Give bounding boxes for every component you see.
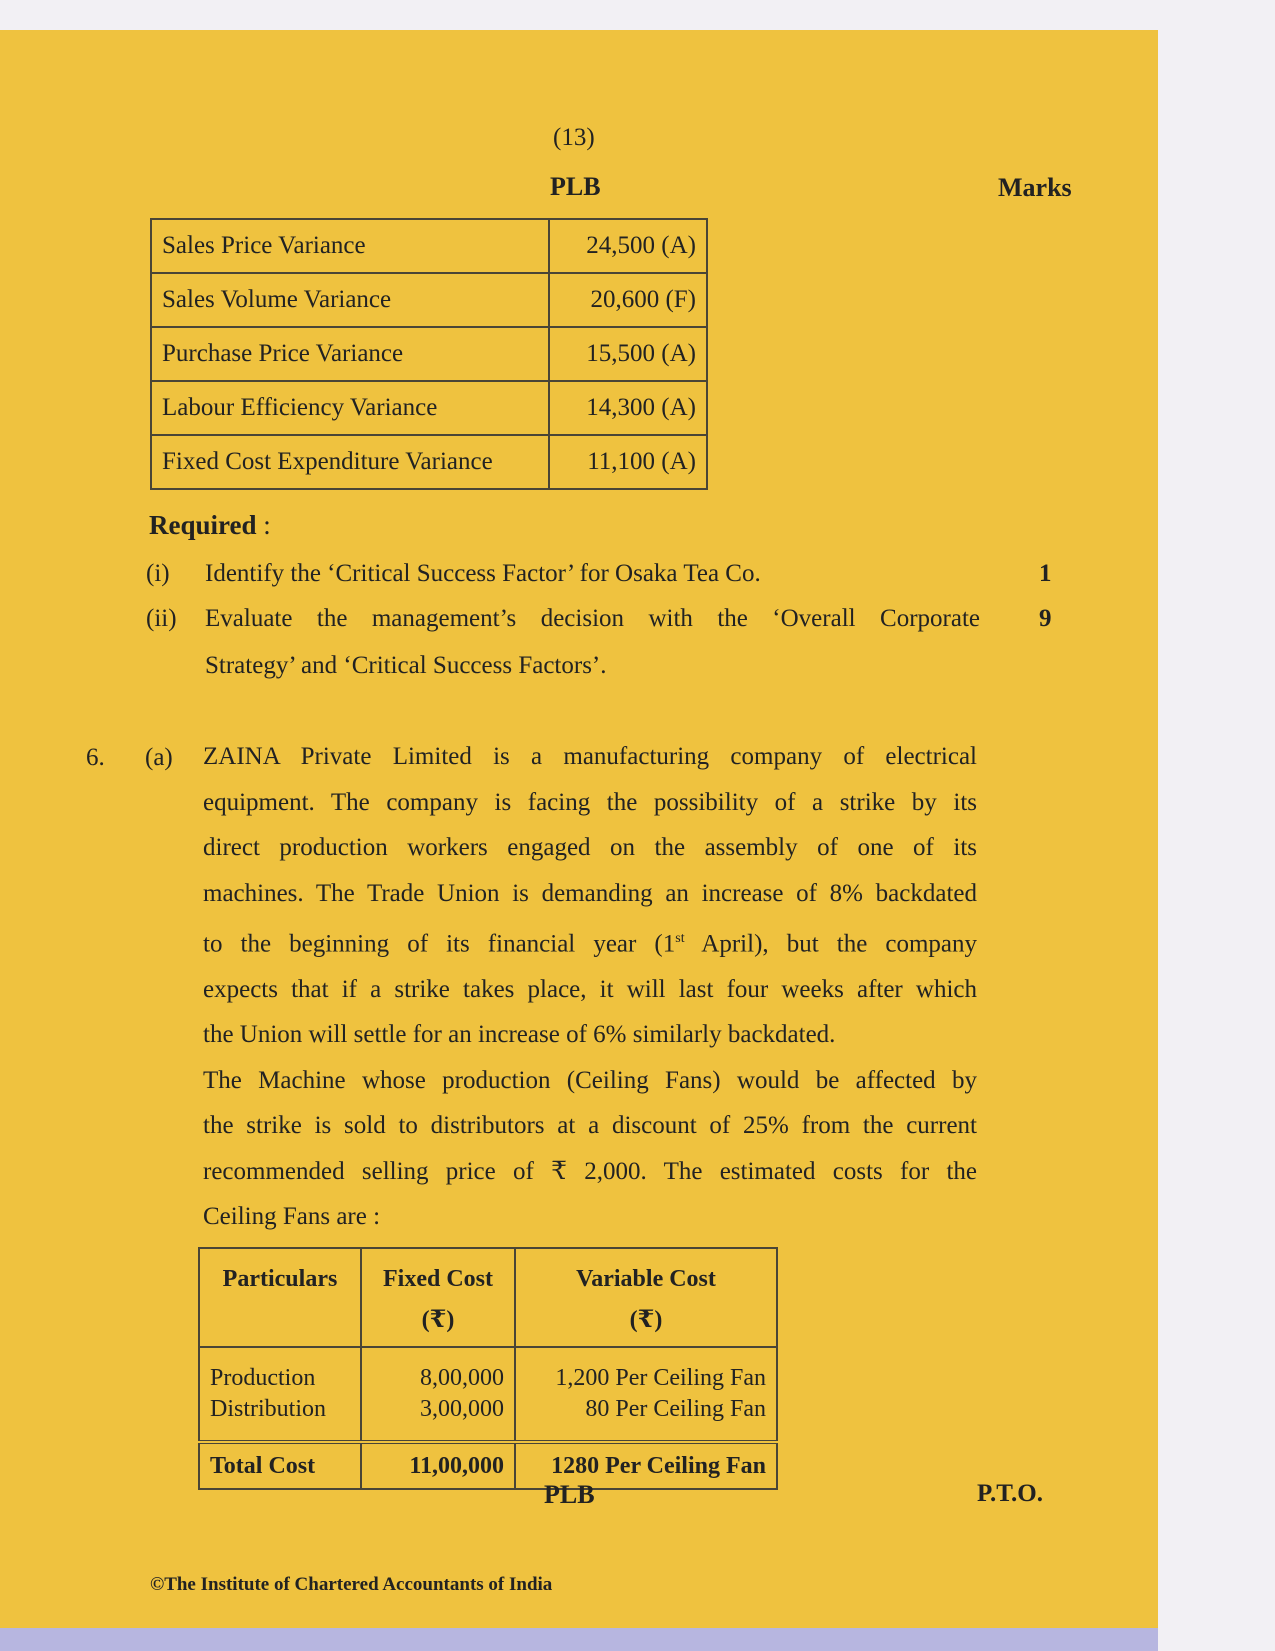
variance-value: 20,600 (F) bbox=[549, 273, 707, 327]
item-number: (ii) bbox=[146, 605, 177, 632]
variance-name: Sales Volume Variance bbox=[151, 273, 549, 327]
variance-name: Labour Efficiency Variance bbox=[151, 381, 549, 435]
cell-fixed: 8,00,000 bbox=[361, 1347, 515, 1392]
cell-variable: 1280 Per Ceiling Fan bbox=[515, 1442, 777, 1489]
paragraph-line: direct production workers engaged on the assembly of one of its bbox=[203, 834, 977, 861]
paragraph-line: machines. The Trade Union is demanding an increase of 8% backdated bbox=[203, 879, 977, 907]
item-text-continued: Strategy’ and ‘Critical Success Factors’. bbox=[205, 652, 607, 679]
cell-particular: Total Cost bbox=[199, 1442, 361, 1489]
question-paragraph bbox=[203, 734, 977, 1240]
cell-particular: Distribution bbox=[199, 1392, 361, 1442]
cell-fixed: 11,00,000 bbox=[361, 1442, 515, 1489]
header-label: Particulars bbox=[222, 1266, 338, 1292]
variance-value: 15,500 (A) bbox=[549, 327, 707, 381]
table-row bbox=[199, 1347, 777, 1392]
paragraph-line: The Machine whose production (Ceiling Fans) would be affected by bbox=[203, 1066, 977, 1094]
line-text: April), but the company bbox=[684, 930, 978, 958]
pto-label: P.T.O. bbox=[977, 1480, 1043, 1507]
column-header-variable-cost bbox=[515, 1248, 777, 1347]
table-row bbox=[151, 219, 707, 273]
item-text: Identify the ‘Critical Success Factor’ for Osaka Tea Co. bbox=[205, 560, 761, 587]
variance-name: Fixed Cost Expenditure Variance bbox=[151, 435, 549, 489]
table-total-row bbox=[199, 1442, 777, 1489]
table-row bbox=[151, 327, 707, 381]
item-number: (i) bbox=[146, 560, 170, 587]
header-label: Variable Cost bbox=[576, 1266, 716, 1292]
question-part: (a) bbox=[145, 744, 173, 771]
table-row bbox=[151, 273, 707, 327]
page-number: (13) bbox=[553, 124, 595, 151]
paragraph-line: Ceiling Fans are : bbox=[203, 1203, 381, 1231]
item-text: Evaluate the management’s decision with the ‘Overall Corporate bbox=[205, 605, 980, 632]
paper-code-footer: PLB bbox=[544, 1480, 595, 1509]
header-unit: (₹) bbox=[629, 1307, 663, 1333]
paragraph-line: the Union will settle for an increase of 6% similarly backdated. bbox=[203, 1021, 836, 1049]
marks-column-label: Marks bbox=[998, 173, 1072, 202]
variance-value: 24,500 (A) bbox=[549, 219, 707, 273]
required-colon: : bbox=[256, 510, 271, 540]
column-header-particulars bbox=[199, 1248, 361, 1347]
table-row bbox=[151, 381, 707, 435]
paragraph-line: recommended selling price of ₹ 2,000. The estimated costs for the bbox=[203, 1157, 977, 1185]
header-unit: (₹) bbox=[421, 1307, 455, 1333]
required-label: Required bbox=[149, 510, 257, 540]
variance-value: 14,300 (A) bbox=[549, 381, 707, 435]
paper-code-header: PLB bbox=[550, 172, 601, 201]
ordinal-suffix: st bbox=[675, 931, 685, 946]
scan-edge bbox=[0, 1628, 1158, 1651]
table-row bbox=[199, 1392, 777, 1442]
table-row bbox=[151, 435, 707, 489]
table-header-row bbox=[199, 1248, 777, 1347]
paragraph-line bbox=[203, 916, 977, 967]
cell-variable: 1,200 Per Ceiling Fan bbox=[515, 1347, 777, 1392]
cell-particular: Production bbox=[199, 1347, 361, 1392]
paragraph-line: the strike is sold to distributors at a discount of 25% from the current bbox=[203, 1112, 977, 1140]
required-heading bbox=[149, 510, 271, 541]
variance-name: Sales Price Variance bbox=[151, 219, 549, 273]
line-text: to the beginning of its financial year (1 bbox=[203, 930, 676, 958]
item-marks: 9 bbox=[1039, 605, 1052, 632]
cost-table bbox=[198, 1247, 778, 1490]
variance-name: Purchase Price Variance bbox=[151, 327, 549, 381]
paragraph-line: equipment. The company is facing the possibility of a strike by its bbox=[203, 788, 977, 816]
item-marks: 1 bbox=[1039, 560, 1052, 587]
column-header-fixed-cost bbox=[361, 1248, 515, 1347]
cell-fixed: 3,00,000 bbox=[361, 1392, 515, 1442]
variance-value: 11,100 (A) bbox=[549, 435, 707, 489]
variance-table bbox=[150, 218, 708, 490]
copyright-notice: ©The Institute of Chartered Accountants of India bbox=[150, 1574, 553, 1595]
paragraph-line: expects that if a strike takes place, it will last four weeks after which bbox=[203, 975, 977, 1003]
paragraph-line: ZAINA Private Limited is a manufacturing company of electrical bbox=[203, 743, 977, 770]
header-label: Fixed Cost bbox=[383, 1266, 493, 1292]
question-number: 6. bbox=[86, 744, 105, 771]
cell-variable: 80 Per Ceiling Fan bbox=[515, 1392, 777, 1442]
